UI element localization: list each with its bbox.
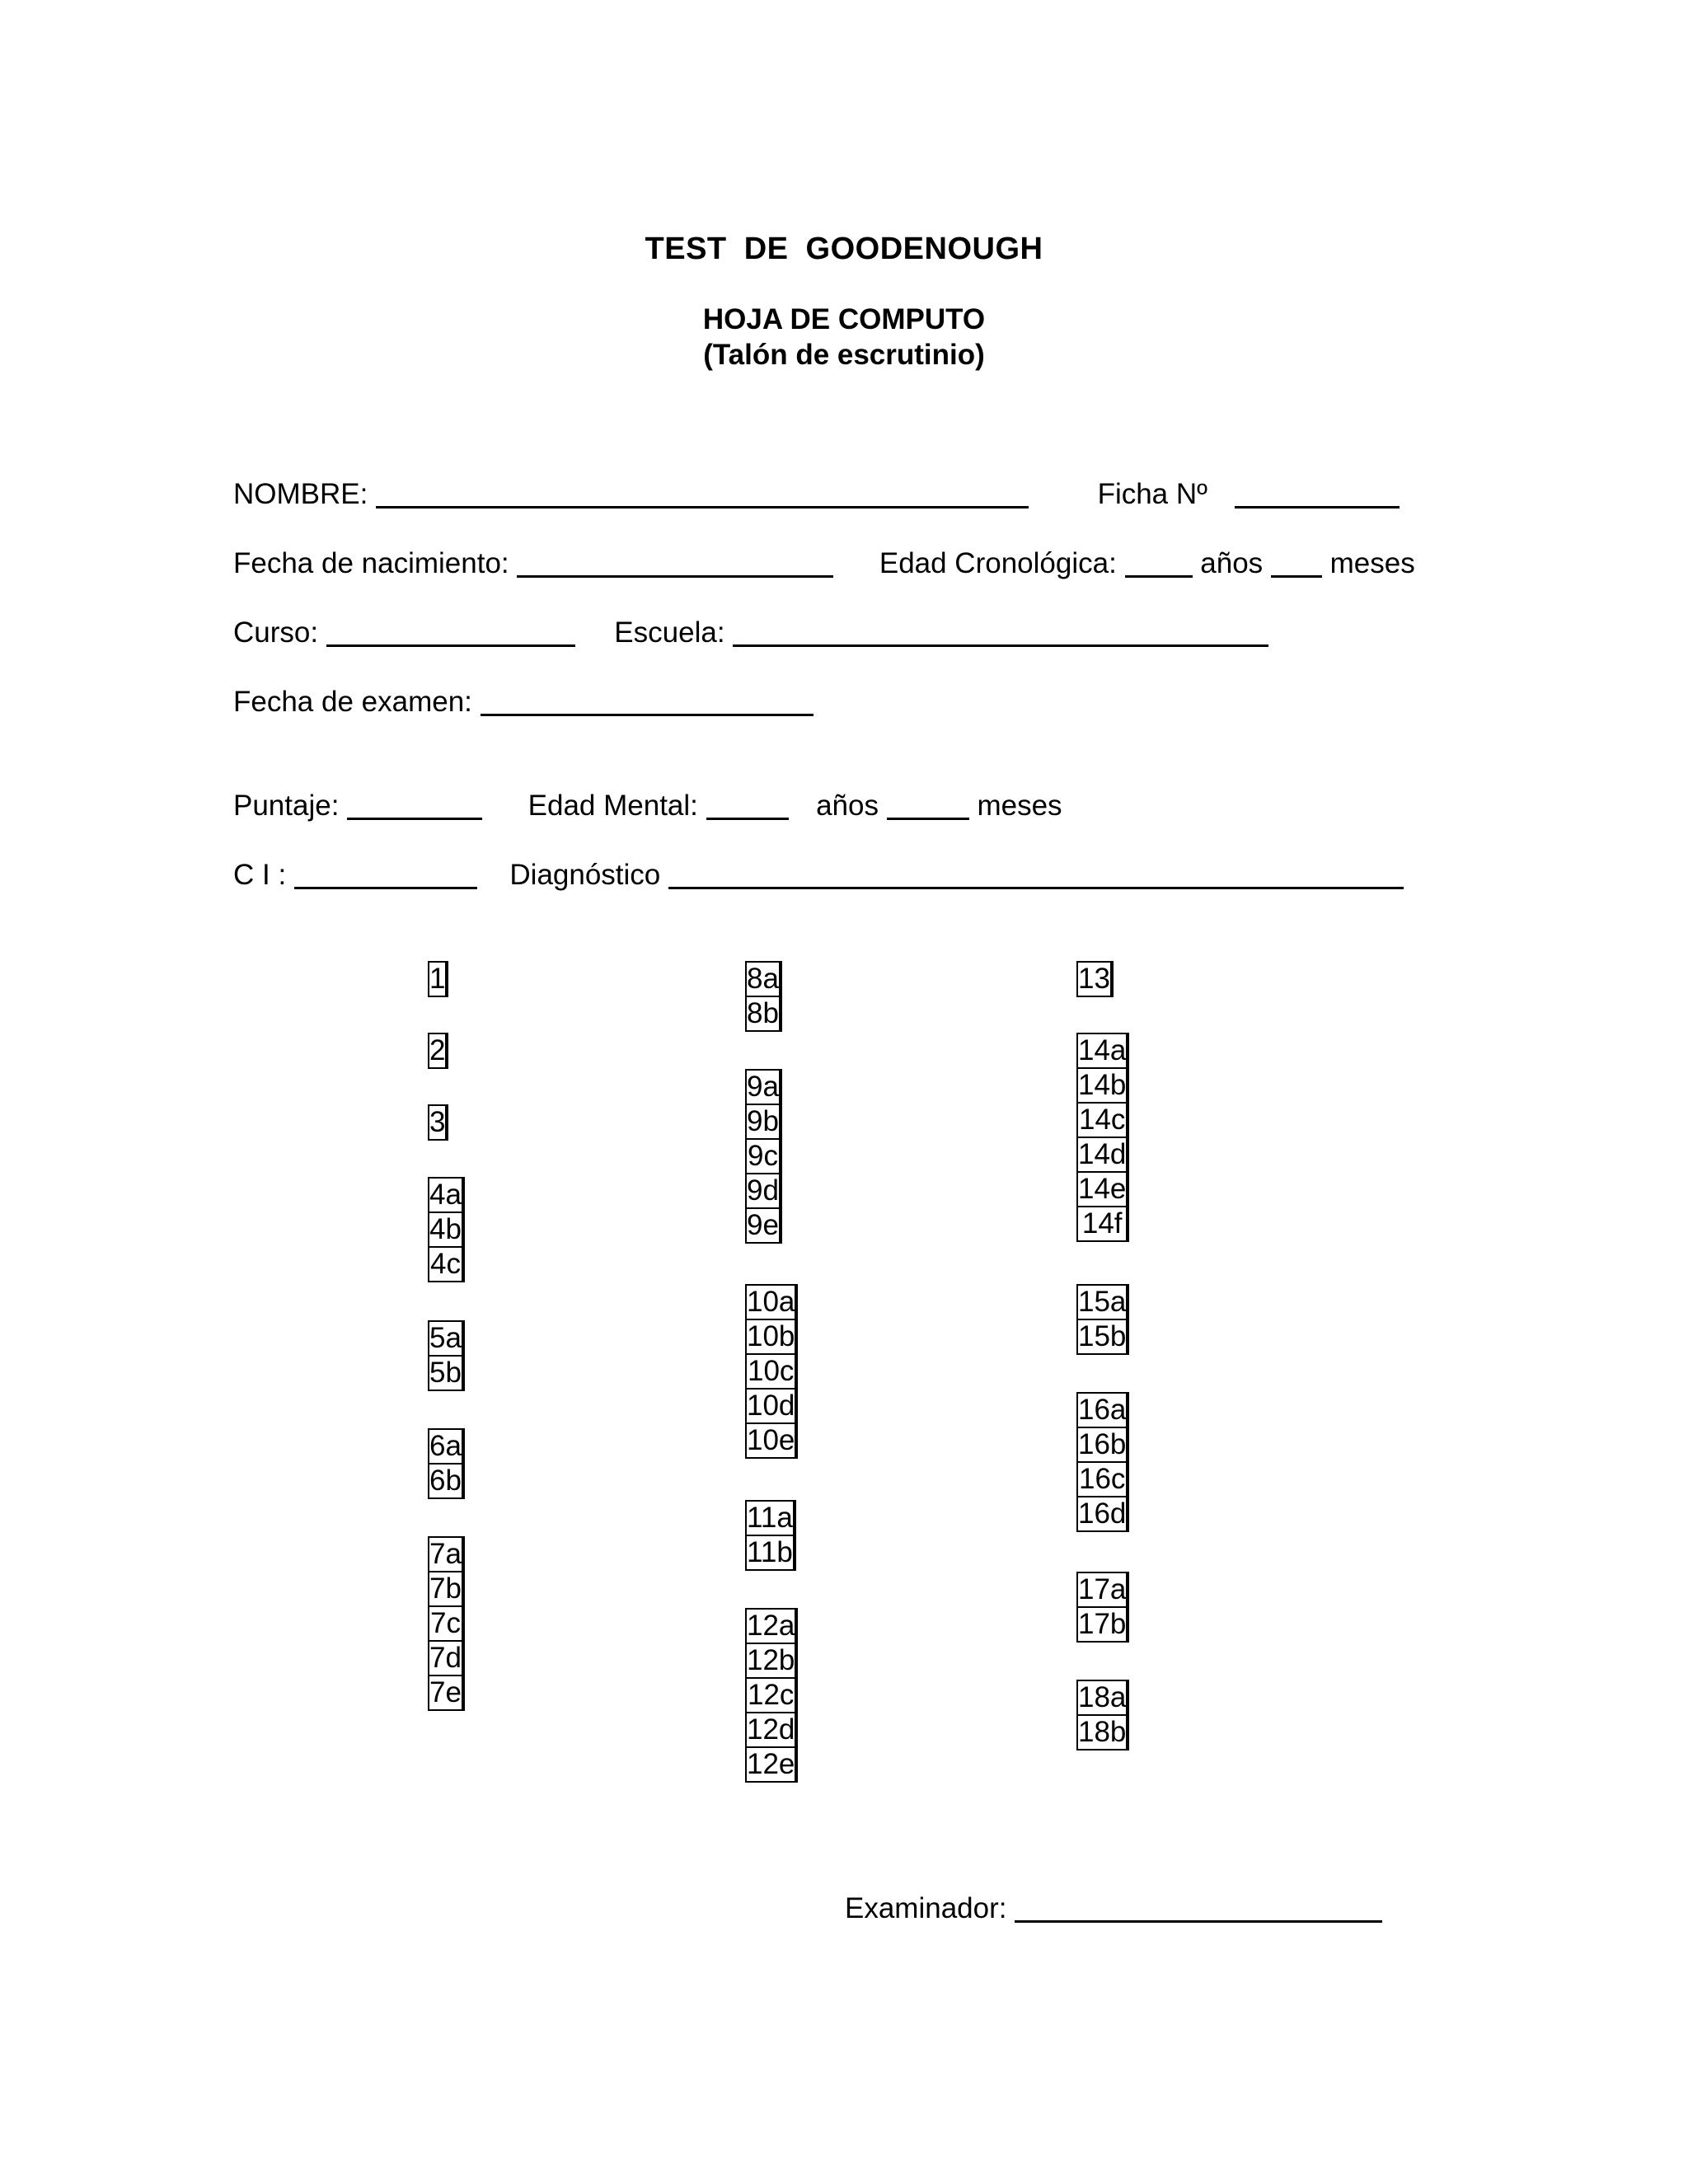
score-row [746,1423,797,1458]
score-row [746,1643,797,1678]
score-box[interactable] [462,1572,464,1606]
anos-label: años [1200,547,1264,579]
item-label: 16a [1078,1394,1127,1426]
score-row [1077,1497,1128,1531]
meses-label: meses [1329,547,1415,579]
item-label: 14d [1078,1138,1127,1170]
score-row [746,1389,797,1423]
score-row [746,1678,797,1713]
escuela-label: Escuela: [614,616,725,649]
item-label: 9d [747,1174,779,1207]
score-group [428,1177,465,1282]
item-label: 9e [747,1209,779,1241]
score-row [429,1247,464,1282]
puntaje-field[interactable] [347,793,482,820]
score-box[interactable] [1127,1607,1128,1642]
score-box[interactable] [795,1354,797,1389]
meses-label: meses [977,790,1062,822]
ci-row [233,857,1404,893]
score-box[interactable] [462,1321,464,1356]
puntaje-row [233,788,1062,824]
score-row [1077,1393,1128,1427]
ci-label: C I : [233,859,287,891]
item-label: 18a [1078,1681,1127,1713]
score-row [746,1070,781,1104]
fecha-examen-row [233,684,814,720]
score-row [746,1208,781,1243]
score-box[interactable] [462,1606,464,1641]
score-box[interactable] [462,1356,464,1390]
score-box[interactable] [795,1285,797,1319]
item-label: 9c [747,1140,778,1172]
score-row [746,1174,781,1208]
score-row [1077,1572,1128,1607]
item-label: 12d [747,1713,795,1746]
score-row [429,1178,464,1212]
score-box[interactable] [780,1174,781,1208]
fecha-examen-field[interactable] [481,689,814,716]
ficha-field[interactable] [1235,481,1400,509]
score-box[interactable] [795,1713,797,1747]
item-label: 18b [1078,1716,1127,1748]
score-box[interactable] [1127,1285,1128,1319]
score-box[interactable] [795,1643,797,1678]
item-label: 5a [429,1322,462,1354]
item-label: 5b [429,1357,462,1389]
examinador-label: Examinador: [845,1892,1007,1924]
nombre-label: NOMBRE: [233,478,368,510]
item-label: 4a [429,1179,462,1211]
item-label: 7b [429,1572,462,1605]
score-row [746,996,781,1031]
score-row [1077,1172,1128,1207]
score-row [429,1537,464,1572]
ficha-label: Ficha Nº [1097,478,1207,510]
score-box[interactable] [780,1139,781,1174]
score-box[interactable] [446,1105,448,1140]
score-row [429,1606,464,1641]
score-row [746,1535,795,1570]
item-label: 13 [1078,963,1110,995]
score-box[interactable] [1127,1715,1128,1750]
score-box[interactable] [795,1389,797,1423]
item-label: 4c [429,1248,461,1280]
score-group [745,1284,798,1459]
edad-cronologica-anos-field[interactable] [1125,551,1193,578]
score-row [1077,962,1113,996]
score-box[interactable] [1127,1319,1128,1354]
score-row [746,962,781,996]
item-label: 7c [429,1607,461,1639]
item-label: 15a [1078,1286,1127,1318]
item-label: 16b [1078,1428,1127,1460]
item-label: 9b [747,1105,779,1137]
item-label: 12c [747,1679,795,1711]
score-box[interactable] [462,1464,464,1498]
score-row [1077,1207,1128,1241]
score-box[interactable] [795,1423,797,1458]
item-label: 14e [1078,1173,1127,1205]
score-box[interactable] [794,1501,795,1535]
score-box[interactable] [462,1537,464,1572]
score-row [1077,1715,1128,1750]
score-row [746,1139,781,1174]
score-row [429,1572,464,1606]
page-subtitle: HOJA DE COMPUTO [702,303,986,335]
item-label: 12e [747,1748,795,1780]
item-label: 16d [1078,1497,1127,1530]
score-row [1077,1319,1128,1354]
score-row [429,1356,464,1390]
score-box[interactable] [780,962,781,996]
score-box[interactable] [1127,1137,1128,1172]
score-group [745,1500,796,1571]
diagnostico-field[interactable] [668,862,1404,889]
score-box[interactable] [446,1033,448,1068]
score-box[interactable] [1127,1068,1128,1103]
score-box[interactable] [462,1178,464,1212]
score-row [746,1319,797,1354]
score-box[interactable] [795,1319,797,1354]
anos-label: años [816,790,879,822]
score-group [428,1320,465,1391]
score-row [1077,1285,1128,1319]
score-row [429,1675,464,1710]
score-group [1076,1572,1129,1643]
score-box[interactable] [795,1609,797,1643]
item-label: 10e [747,1424,795,1456]
score-group [428,1428,465,1499]
score-row [1077,1607,1128,1642]
score-box[interactable] [462,1212,464,1247]
score-box[interactable] [446,962,448,996]
score-box[interactable] [780,996,781,1031]
examinador-field[interactable] [1015,1896,1382,1923]
score-box[interactable] [1127,1207,1128,1241]
edad-mental-anos-field[interactable] [706,793,789,820]
score-row [746,1104,781,1139]
score-group [1076,1033,1129,1242]
score-box[interactable] [1127,1462,1128,1497]
fecha-examen-label: Fecha de examen: [233,686,472,718]
score-group [428,1033,448,1069]
nacimiento-row [233,546,1415,582]
score-box[interactable] [1127,1033,1128,1068]
score-row [429,1105,448,1140]
item-label: 7a [429,1538,462,1570]
edad-cronologica-label: Edad Cronológica: [879,547,1117,579]
item-label: 16c [1078,1463,1126,1495]
score-box[interactable] [1127,1572,1128,1607]
item-label: 10d [747,1390,795,1422]
score-box[interactable] [1111,962,1113,996]
score-group [428,1536,465,1711]
score-box[interactable] [462,1641,464,1675]
item-label: 14b [1078,1069,1127,1101]
score-group [1076,1680,1129,1750]
score-group [745,1069,782,1244]
score-box[interactable] [780,1104,781,1139]
score-row [429,1033,448,1068]
item-label: 1 [429,963,446,995]
score-row [429,962,448,996]
nombre-field[interactable] [376,481,1029,509]
item-label: 14a [1078,1034,1127,1066]
item-label: 10c [747,1355,795,1387]
score-box[interactable] [462,1247,464,1282]
curso-label: Curso: [233,616,319,649]
item-label: 12b [747,1644,795,1676]
score-row [429,1464,464,1498]
item-label: 6b [429,1465,462,1497]
score-group [1076,1284,1129,1355]
nombre-row [233,476,1400,513]
score-row [746,1609,797,1643]
score-row [429,1429,464,1464]
edad-mental-meses-field[interactable] [887,793,969,820]
score-box[interactable] [1127,1172,1128,1207]
item-label: 11a [747,1502,793,1534]
score-box[interactable] [1127,1427,1128,1462]
score-row [1077,1427,1128,1462]
item-label: 11b [747,1536,793,1568]
fecha-nacimiento-field[interactable] [517,551,833,578]
score-row [746,1713,797,1747]
fecha-nacimiento-label: Fecha de nacimiento: [233,547,509,579]
score-row [746,1747,797,1782]
item-label: 2 [429,1034,446,1066]
item-label: 14f [1077,1207,1127,1241]
score-row [429,1641,464,1675]
score-row [746,1354,797,1389]
diagnostico-label: Diagnóstico [509,859,661,891]
item-label: 17a [1078,1573,1127,1605]
score-row [1077,1137,1128,1172]
puntaje-label: Puntaje: [233,790,340,822]
item-label: 6a [429,1430,462,1462]
score-box[interactable] [462,1429,464,1464]
score-group [1076,961,1114,997]
score-row [746,1285,797,1319]
score-row [429,1212,464,1247]
score-box[interactable] [1127,1393,1128,1427]
escuela-field[interactable] [733,620,1268,647]
ci-field[interactable] [294,862,477,889]
score-row [1077,1103,1128,1137]
item-label: 3 [429,1106,446,1138]
score-group [1076,1392,1129,1532]
score-box[interactable] [795,1747,797,1782]
item-label: 15b [1078,1320,1127,1352]
score-row [746,1501,795,1535]
score-group [428,961,448,997]
item-label: 17b [1078,1608,1127,1640]
item-label: 8a [747,963,779,995]
score-box[interactable] [780,1208,781,1243]
curso-field[interactable] [326,620,575,647]
score-group [745,1608,798,1783]
item-label: 7e [429,1676,462,1708]
score-box[interactable] [1127,1680,1128,1715]
score-box[interactable] [780,1070,781,1104]
score-group [745,961,782,1032]
score-box[interactable] [795,1678,797,1713]
item-label: 14c [1078,1104,1126,1136]
score-box[interactable] [1127,1497,1128,1531]
page-subtitle-note: (Talón de escrutinio) [703,339,985,371]
item-label: 8b [747,997,779,1029]
score-box[interactable] [462,1675,464,1710]
score-box[interactable] [794,1535,795,1570]
item-label: 7d [429,1642,462,1674]
edad-mental-label: Edad Mental: [528,790,698,822]
score-row [1077,1680,1128,1715]
score-row [1077,1068,1128,1103]
page-title: TEST DE GOODENOUGH [645,232,1043,266]
item-label: 10a [747,1286,795,1318]
item-label: 4b [429,1213,462,1245]
score-box[interactable] [1127,1103,1128,1137]
item-label: 12a [747,1610,795,1642]
curso-row [233,615,1268,651]
score-group [428,1104,448,1141]
edad-cronologica-meses-field[interactable] [1271,551,1322,578]
score-row [1077,1033,1128,1068]
score-row [429,1321,464,1356]
item-label: 10b [747,1320,795,1352]
score-row [1077,1462,1128,1497]
examinador-row [845,1892,1382,1925]
item-label: 9a [747,1071,779,1103]
